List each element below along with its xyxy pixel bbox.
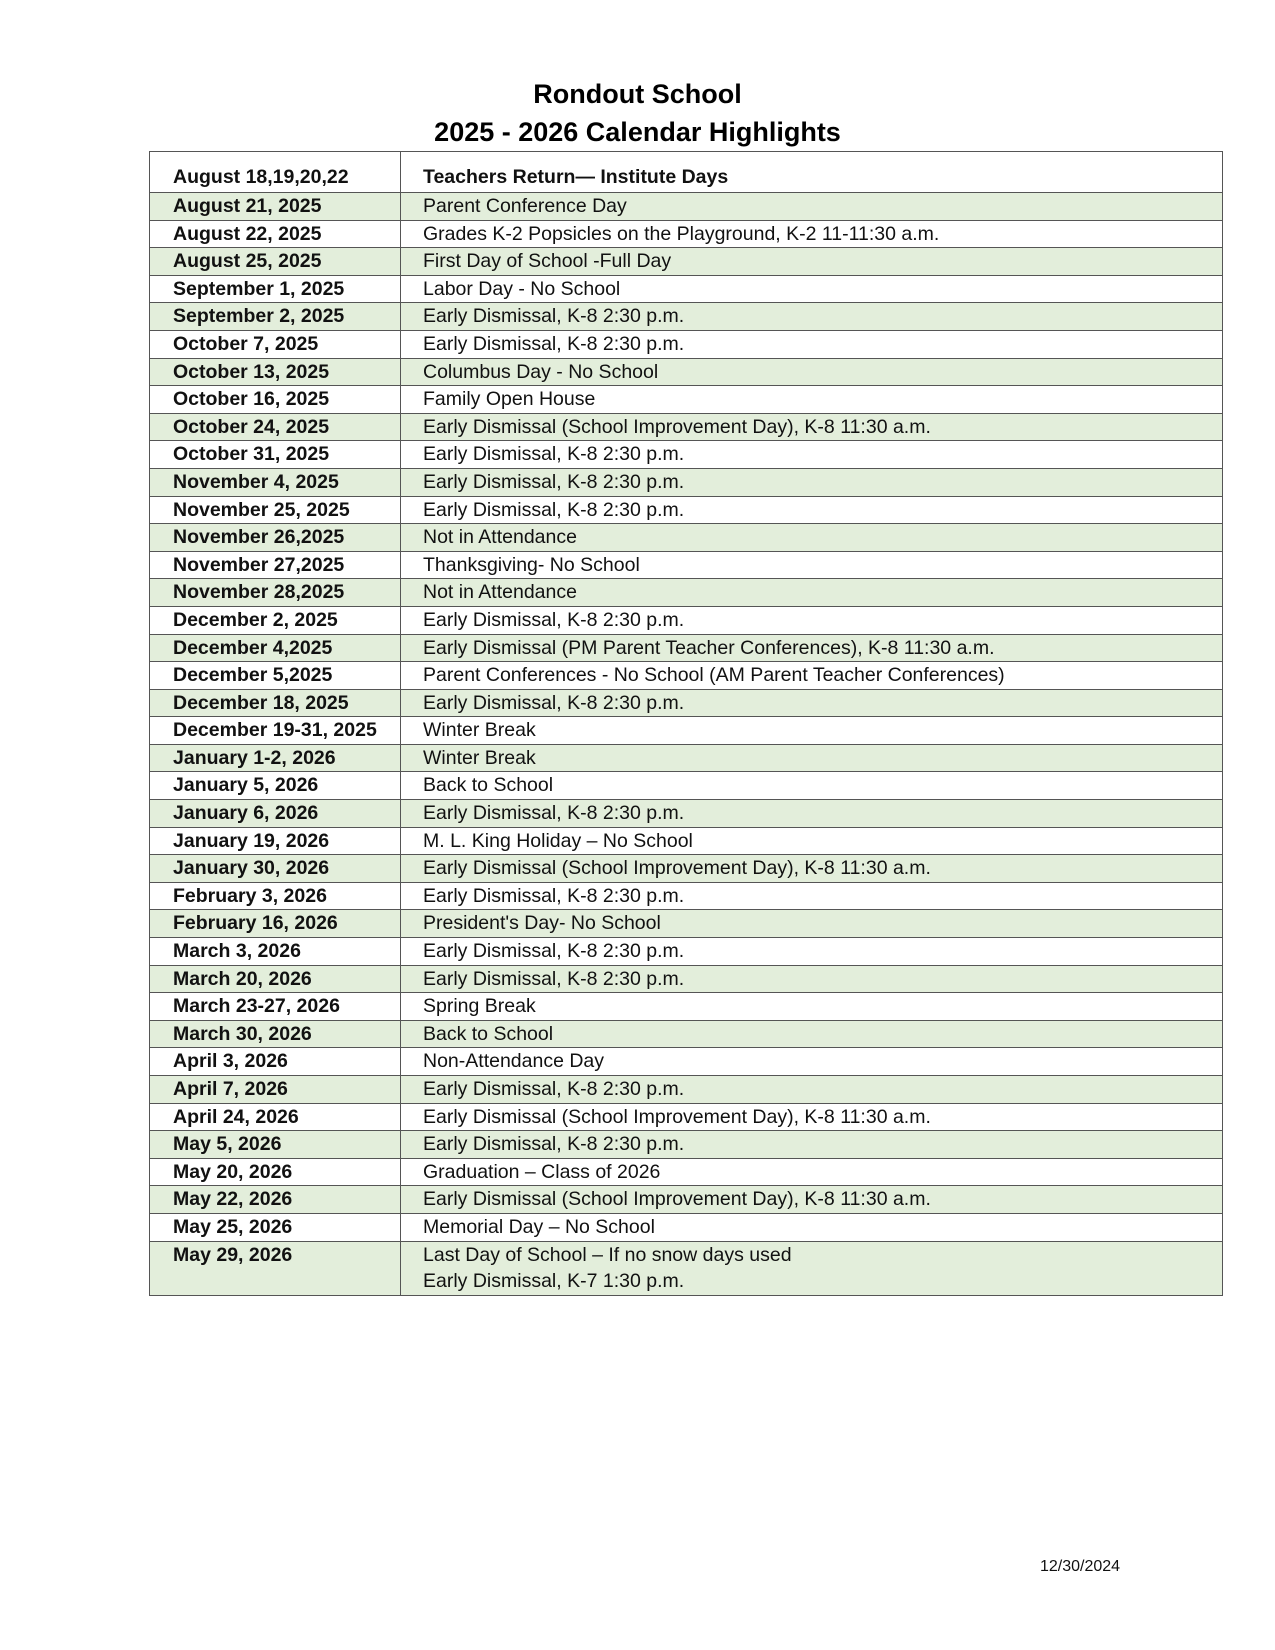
row-date: January 19, 2026 — [150, 827, 401, 855]
row-date: October 24, 2025 — [150, 413, 401, 441]
table-row — [150, 1048, 1223, 1076]
table-row — [150, 1241, 1223, 1295]
row-event — [401, 248, 1223, 276]
row-date: May 5, 2026 — [150, 1131, 401, 1159]
row-date: November 4, 2025 — [150, 468, 401, 496]
row-event-text: Early Dismissal, K-8 2:30 p.m. — [423, 802, 685, 825]
row-event-text: Early Dismissal (PM Parent Teacher Conferences), K-8 11:30 a.m. — [423, 636, 995, 659]
row-date: January 5, 2026 — [150, 772, 401, 800]
row-date: January 1-2, 2026 — [150, 744, 401, 772]
row-date: May 22, 2026 — [150, 1186, 401, 1214]
row-event — [401, 1076, 1223, 1104]
row-event-text: Early Dismissal, K-8 2:30 p.m. — [423, 967, 685, 990]
table-row — [150, 744, 1223, 772]
row-date: September 1, 2025 — [150, 275, 401, 303]
row-event-text: First Day of School -Full Day — [423, 250, 672, 273]
table-row — [150, 468, 1223, 496]
row-event — [401, 330, 1223, 358]
row-event — [401, 468, 1223, 496]
row-event-text: Early Dismissal, K-8 2:30 p.m. — [423, 691, 685, 714]
table-row — [150, 1020, 1223, 1048]
row-event-text: Early Dismissal, K-8 2:30 p.m. — [423, 884, 685, 907]
row-date: May 25, 2026 — [150, 1213, 401, 1241]
row-event — [401, 275, 1223, 303]
row-event — [401, 634, 1223, 662]
row-event-text: Early Dismissal (School Improvement Day), K-8 11:30 a.m. — [423, 1188, 931, 1211]
row-event — [401, 993, 1223, 1021]
row-date: May 20, 2026 — [150, 1158, 401, 1186]
row-event-text: Labor Day - No School — [423, 277, 621, 300]
row-event-text: Spring Break — [423, 995, 536, 1018]
row-event — [401, 965, 1223, 993]
row-event — [401, 193, 1223, 221]
row-date: December 4,2025 — [150, 634, 401, 662]
table-row — [150, 1103, 1223, 1131]
row-date: April 3, 2026 — [150, 1048, 401, 1076]
row-date: April 7, 2026 — [150, 1076, 401, 1104]
row-event-text: Graduation – Class of 2026 — [423, 1160, 661, 1183]
table-row — [150, 910, 1223, 938]
table-row — [150, 496, 1223, 524]
row-event — [401, 910, 1223, 938]
table-row — [150, 800, 1223, 828]
row-event — [401, 744, 1223, 772]
row-date: November 25, 2025 — [150, 496, 401, 524]
footer-date: 12/30/2024 — [1040, 1558, 1121, 1575]
row-event-text: Early Dismissal, K-8 2:30 p.m. — [423, 305, 685, 328]
row-event — [401, 152, 1223, 193]
table-row — [150, 1076, 1223, 1104]
row-date: March 20, 2026 — [150, 965, 401, 993]
table-row — [150, 993, 1223, 1021]
row-event — [401, 1020, 1223, 1048]
row-event-text: Early Dismissal, K-8 2:30 p.m. — [423, 332, 685, 355]
table-row — [150, 772, 1223, 800]
row-event-text: Winter Break — [423, 719, 536, 742]
table-row — [150, 662, 1223, 690]
row-event-text: Early Dismissal (School Improvement Day), K-8 11:30 a.m. — [423, 415, 931, 438]
row-event — [401, 1213, 1223, 1241]
row-event-text: Early Dismissal, K-8 2:30 p.m. — [423, 940, 685, 963]
row-date: August 25, 2025 — [150, 248, 401, 276]
row-event — [401, 938, 1223, 966]
row-event — [401, 1241, 1223, 1295]
row-event-text: Not in Attendance — [423, 526, 577, 549]
row-event-text-line2: Early Dismissal, K-7 1:30 p.m. — [423, 1270, 685, 1293]
table-row — [150, 689, 1223, 717]
row-event — [401, 524, 1223, 552]
calendar-table-body — [150, 152, 1223, 1296]
row-date: December 5,2025 — [150, 662, 401, 690]
table-row — [150, 152, 1223, 193]
row-event — [401, 882, 1223, 910]
table-row — [150, 579, 1223, 607]
row-event-text: Winter Break — [423, 746, 536, 769]
row-event — [401, 772, 1223, 800]
row-date: January 30, 2026 — [150, 855, 401, 883]
table-row — [150, 717, 1223, 745]
row-event-text: Thanksgiving- No School — [423, 553, 640, 576]
table-row — [150, 1213, 1223, 1241]
row-event — [401, 717, 1223, 745]
row-date: October 16, 2025 — [150, 386, 401, 414]
row-date: February 3, 2026 — [150, 882, 401, 910]
row-event-text: Grades K-2 Popsicles on the Playground, K-2 11-11:30 a.m. — [423, 222, 940, 245]
row-date: September 2, 2025 — [150, 303, 401, 331]
row-event-text: Not in Attendance — [423, 581, 577, 604]
row-event — [401, 1158, 1223, 1186]
row-event-text: Early Dismissal, K-8 2:30 p.m. — [423, 608, 685, 631]
table-row — [150, 1186, 1223, 1214]
table-row — [150, 882, 1223, 910]
row-event-text: Early Dismissal, K-8 2:30 p.m. — [423, 498, 685, 521]
row-date: February 16, 2026 — [150, 910, 401, 938]
row-event — [401, 303, 1223, 331]
row-event-text: Early Dismissal (School Improvement Day), K-8 11:30 a.m. — [423, 857, 931, 880]
row-event-text: President's Day- No School — [423, 912, 661, 935]
row-date: November 26,2025 — [150, 524, 401, 552]
row-event — [401, 579, 1223, 607]
row-date: October 7, 2025 — [150, 330, 401, 358]
row-event-text: Teachers Return— Institute Days — [423, 166, 729, 188]
table-row — [150, 524, 1223, 552]
row-date: March 23-27, 2026 — [150, 993, 401, 1021]
row-event — [401, 689, 1223, 717]
table-row — [150, 551, 1223, 579]
row-date: November 28,2025 — [150, 579, 401, 607]
row-date: December 18, 2025 — [150, 689, 401, 717]
row-date: January 6, 2026 — [150, 800, 401, 828]
row-event-text: Non-Attendance Day — [423, 1050, 605, 1073]
row-event — [401, 1103, 1223, 1131]
row-event-text: Back to School — [423, 1022, 554, 1045]
table-row — [150, 386, 1223, 414]
row-event — [401, 855, 1223, 883]
row-event-text: Early Dismissal, K-8 2:30 p.m. — [423, 1133, 685, 1156]
table-row — [150, 413, 1223, 441]
row-event-text: Memorial Day – No School — [423, 1215, 655, 1238]
row-event — [401, 386, 1223, 414]
calendar-table — [149, 151, 1223, 1296]
row-event — [401, 1186, 1223, 1214]
table-row — [150, 827, 1223, 855]
row-event — [401, 551, 1223, 579]
row-event-text: Parent Conferences - No School (AM Parent Teacher Conferences) — [423, 664, 1005, 687]
row-date: March 3, 2026 — [150, 938, 401, 966]
table-row — [150, 855, 1223, 883]
row-event-text: Back to School — [423, 774, 554, 797]
table-row — [150, 441, 1223, 469]
row-date: November 27,2025 — [150, 551, 401, 579]
calendar-subtitle: 2025 - 2026 Calendar Highlights — [434, 117, 841, 147]
row-event-text: Early Dismissal, K-8 2:30 p.m. — [423, 443, 685, 466]
school-name-title: Rondout School — [533, 79, 742, 109]
table-row — [150, 220, 1223, 248]
row-date: October 13, 2025 — [150, 358, 401, 386]
row-event-text: Last Day of School – If no snow days used — [423, 1243, 792, 1266]
row-event — [401, 441, 1223, 469]
row-event-text: Columbus Day - No School — [423, 360, 659, 383]
row-event-text: Parent Conference Day — [423, 195, 627, 217]
row-date: August 18,19,20,22 — [150, 152, 401, 193]
table-row — [150, 1131, 1223, 1159]
row-event-text: Early Dismissal, K-8 2:30 p.m. — [423, 470, 685, 493]
table-row — [150, 965, 1223, 993]
table-row — [150, 1158, 1223, 1186]
row-event — [401, 220, 1223, 248]
row-date: August 22, 2025 — [150, 220, 401, 248]
row-date: April 24, 2026 — [150, 1103, 401, 1131]
table-row — [150, 248, 1223, 276]
table-row — [150, 193, 1223, 221]
row-event — [401, 606, 1223, 634]
row-date: December 2, 2025 — [150, 606, 401, 634]
row-event-text: Family Open House — [423, 388, 596, 411]
row-event — [401, 800, 1223, 828]
table-row — [150, 606, 1223, 634]
row-date: August 21, 2025 — [150, 193, 401, 221]
row-event — [401, 662, 1223, 690]
row-event — [401, 413, 1223, 441]
row-date: December 19-31, 2025 — [150, 717, 401, 745]
table-row — [150, 275, 1223, 303]
row-event-text: Early Dismissal (School Improvement Day), K-8 11:30 a.m. — [423, 1105, 931, 1128]
table-row — [150, 938, 1223, 966]
table-row — [150, 330, 1223, 358]
row-event — [401, 827, 1223, 855]
row-event — [401, 496, 1223, 524]
table-row — [150, 303, 1223, 331]
row-event — [401, 1131, 1223, 1159]
row-event — [401, 358, 1223, 386]
table-row — [150, 634, 1223, 662]
row-date: March 30, 2026 — [150, 1020, 401, 1048]
table-row — [150, 358, 1223, 386]
row-event — [401, 1048, 1223, 1076]
row-date: May 29, 2026 — [150, 1241, 401, 1295]
row-event-text: M. L. King Holiday – No School — [423, 829, 693, 852]
row-event-text: Early Dismissal, K-8 2:30 p.m. — [423, 1078, 685, 1100]
row-date: October 31, 2025 — [150, 441, 401, 469]
